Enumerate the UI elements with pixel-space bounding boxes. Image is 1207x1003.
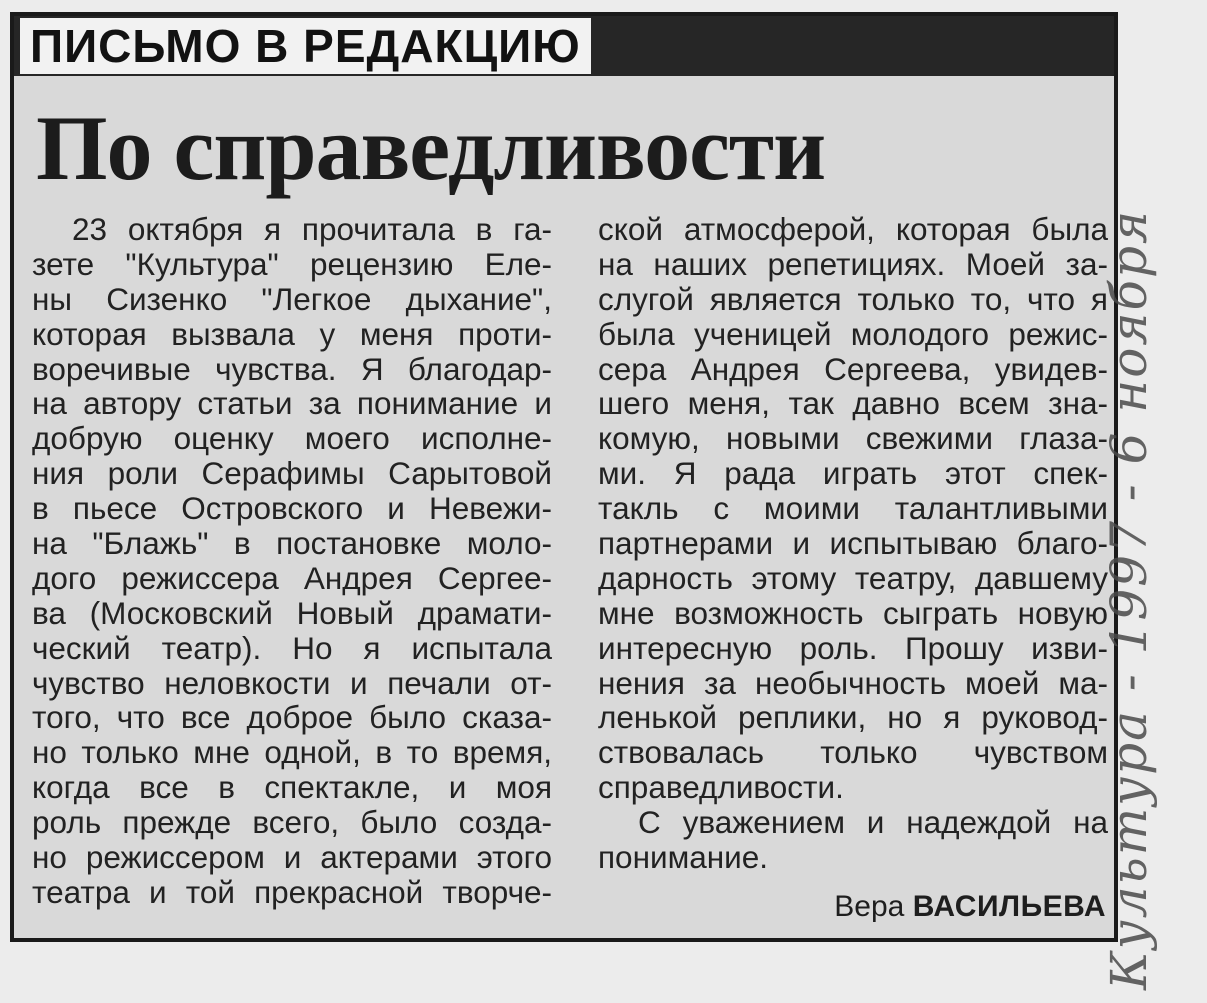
article-line: понимание. [598,839,769,876]
article-line: в пьесе Островского и Невежи- [32,490,552,527]
author-signature [834,890,1106,924]
article-line: но только мне одной, в то время, [32,734,552,771]
article-line: когда все в спектакле, и моя [32,769,552,806]
article-line: ны Сизенко "Легкое дыхание", [32,280,552,317]
article-line: на наших репетициях. Моей за- [598,245,1108,282]
article-line: ствовалась только чувством [598,734,1108,771]
article-line: ва (Московский Новый драмати- [32,594,552,631]
article-line: ческий театр). Но я испытала [32,629,552,666]
article-line: театра и той прекрасной творче- [32,873,552,910]
article-line: ленькой реплики, но я руковод- [598,699,1108,736]
article-line: 23 октября я прочитала в га- [72,211,552,247]
article-line: зете "Культура" рецензию Еле- [32,245,552,282]
article-line: была ученицей молодого режис- [598,315,1108,352]
article-line: ми. Я рада играть этот спек- [598,455,1108,492]
article-line: того, что все доброе было сказа- [32,699,552,736]
article-headline: По справедливости [36,97,826,199]
article-line: нения за необычность моей ма- [598,664,1108,701]
article-line: такль с моими талантливыми [598,490,1108,527]
newspaper-clipping [10,12,1118,942]
article-line: роль прежде всего, было созда- [32,804,552,841]
article-line: С уважением и надеждой на [638,804,1108,841]
article-line: на "Блажь" в постановке моло- [32,525,552,562]
rubric-title: ПИСЬМО В РЕДАКЦИЮ [20,18,591,74]
author-surname: ВАСИЛЬЕВА [912,890,1106,923]
article-line: ния роли Серафимы Сарытовой [32,455,552,492]
article-line: но режиссером и актерами этого [32,839,552,876]
article-line: добрую оценку моего исполне- [32,420,552,457]
article-column-right [598,212,1108,875]
article-line: интересную роль. Прошу изви- [598,629,1108,666]
article-line: справедливости. [598,769,844,806]
article-line: сера Андрея Сергеева, увидев- [598,350,1108,387]
article-line: комую, новыми свежими глаза- [598,420,1108,457]
article-line: которая вызвала у меня проти- [32,315,552,352]
article-line: дарность этому театру, давшему [598,559,1108,596]
article-line: слугой является только то, что я [598,280,1108,317]
rubric-bar [14,16,1114,76]
article-line: дого режиссера Андрея Сергее- [32,559,552,596]
article-column-left [32,212,552,910]
article-line: чувство неловкости и печали от- [32,664,552,701]
article-line: на автору статьи за понимание и [32,385,552,422]
article-line: шего меня, так давно всем зна- [598,385,1108,422]
article-line: партнерами и испытываю благо- [598,525,1108,562]
article-line: ской атмосферой, которая была [598,211,1108,247]
author-first-name: Вера [834,890,905,923]
article-line: мне возможность сыграть новую [598,594,1108,631]
handwritten-note: Культура - 1997 - 6 ноября [1100,208,1158,990]
article-line: воречивые чувства. Я благодар- [32,350,552,387]
